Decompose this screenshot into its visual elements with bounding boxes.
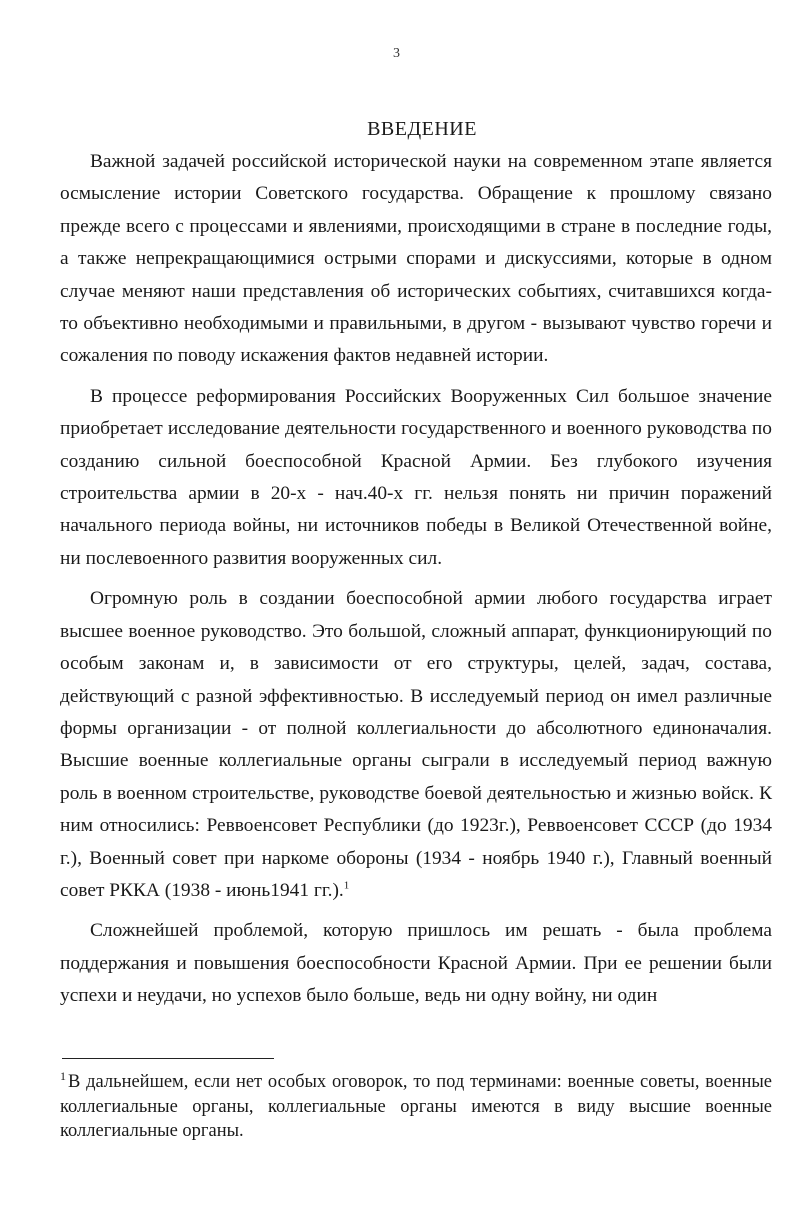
footnote [60, 1070, 772, 1144]
paragraph-3-text: Огромную роль в создании боеспособной армии любого государства играет высшее военное руководство. Это большой, сложный аппарат, функционирующий по особым законам и, в зависимости от его структуры, целей, задач, состава, действующий с разной эффективностью. В исследуемый период он имел различные формы организации - от полной коллегиальности до абсолютного единоначалия. Высшие военные коллегиальные органы сыграли в исследуемый период важную роль в военном строительстве, руководстве боевой деятельностью и жизнью войск. К ним относились: Реввоенсовет Республики (до 1923г.), Реввоенсовет СССР (до 1934 г.), Военный совет при наркоме обороны (1934 - ноябрь 1940 г.), Главный военный совет РККА (1938 - июнь1941 гг.). [60, 588, 772, 901]
footnote-separator [62, 1058, 274, 1059]
paragraph-1: Важной задачей российской исторической науки на современном этапе является осмысление истории Советского государства. Обращение к прошлому связано прежде всего с процессами и явлениями, происходящими в стране в последние годы, а также непрекращающимися острыми спорами и дискуссиями, которые в одном случае меняют наши представления об исторических событиях, считавшихся когда-то объективно необходимыми и правильными, в другом - вызывают чувство горечи и сожаления по поводу искажения фактов недавней истории. [60, 151, 772, 367]
page-number: 3 [393, 46, 400, 61]
section-title: ВВЕДЕНИЕ [367, 118, 477, 140]
footnote-text: В дальнейшем, если нет особых оговорок, то под терминами: военные советы, военные коллегиальные органы, коллегиальные органы имеются в виду высшие военные коллегиальные органы. [60, 1072, 772, 1141]
footnote-reference[interactable]: 1 [343, 879, 350, 892]
paragraph-4: Сложнейшей проблемой, которую пришлось им решать - была проблема поддержания и повышения боеспособности Красной Армии. При ее решении были успехи и неудачи, но успехов было больше, ведь ни одну войну, ни один [60, 920, 772, 1007]
body-text [60, 146, 772, 1021]
footnote-marker: 1 [60, 1068, 66, 1083]
paragraph-3 [60, 583, 772, 907]
paragraph-2: В процессе реформирования Российских Вооруженных Сил большое значение приобретает исследование деятельности государственного и военного руководства по созданию сильной боеспособной Красной Армии. Без глубокого изучения строительства армии в 20-х - нач.40-х гг. нельзя понять ни причин поражений начального периода войны, ни источников победы в Великой Отечественной войне, ни послевоенного развития вооруженных сил. [60, 385, 772, 569]
